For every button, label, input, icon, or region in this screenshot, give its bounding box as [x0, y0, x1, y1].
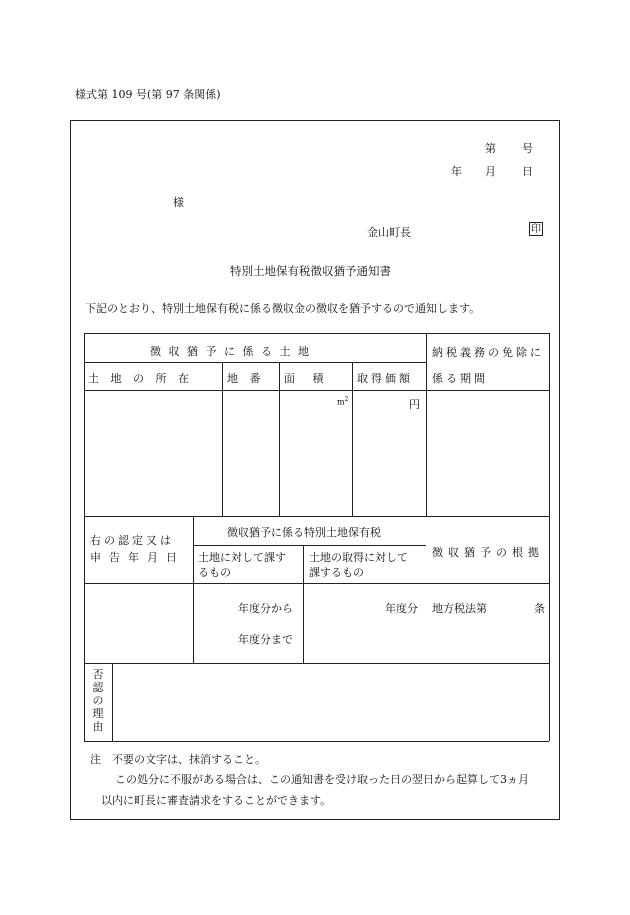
document-title: 特別土地保有税徴収猶予通知書	[230, 264, 391, 278]
fiscal-to: 年度分まで	[238, 633, 293, 646]
cert-date-line2: 申告年月日	[90, 551, 185, 564]
note-line2: この処分に不服がある場合は、この通知書を受け取った日の翌日から起算して3ヵ月	[115, 773, 529, 786]
unit-square-meter: $m^2$	[337, 396, 349, 407]
date-month: 月	[485, 165, 496, 178]
col-acquisition-price: 取得価額	[357, 372, 413, 385]
note-line3: 以内に町長に審査請求をすることができます。	[101, 794, 332, 807]
intro-text: 下記のとおり、特別土地保有税に係る徴収金の徴収を猶予するので通知します。	[85, 302, 481, 315]
fiscal-year: 年度分	[385, 602, 418, 615]
number-dai: 第	[485, 142, 496, 155]
addressee-sama: 様	[173, 196, 184, 209]
land-tax-line2: るもの	[198, 566, 231, 579]
denial-reason-label: 否認の理由	[92, 668, 104, 733]
col-lot-number: 地 番	[227, 372, 265, 385]
suspension-basis: 徴収猶予の根拠	[432, 546, 544, 559]
land-tax-line1: 土地に対して課す	[198, 551, 286, 564]
form-number: 様式第 109 号(第 97 条関係)	[75, 88, 221, 101]
land-group-header: 徴 収 猶 予 に 係 る 土 地	[150, 345, 311, 358]
suspended-tax-header: 徴収猶予に係る特別土地保有税	[227, 526, 381, 539]
col-location: 土 地 の 所 在	[88, 372, 193, 385]
acquisition-tax-line2: 課するもの	[309, 566, 364, 579]
fiscal-from: 年度分から	[238, 602, 293, 615]
note-line1: 注 不要の文字は、抹消すること。	[90, 753, 266, 766]
law-article-suffix: 条	[534, 602, 545, 615]
sender-name: 金山町長	[367, 226, 411, 239]
unit-yen: 円	[409, 398, 420, 411]
law-article-prefix: 地方税法第	[432, 602, 487, 615]
seal-stamp: 印	[531, 224, 541, 235]
notice-frame	[70, 120, 560, 820]
acquisition-tax-line1: 土地の取得に対して	[309, 551, 408, 564]
number-go: 号	[522, 142, 533, 155]
date-day: 日	[522, 165, 533, 178]
exemption-period-line1: 納税義務の免除に	[432, 346, 544, 359]
col-area: 面 積	[284, 372, 331, 385]
exemption-period-line2: 係る期間	[432, 372, 488, 385]
cert-date-line1: 右の認定又は	[90, 534, 174, 547]
date-year: 年	[451, 165, 462, 178]
